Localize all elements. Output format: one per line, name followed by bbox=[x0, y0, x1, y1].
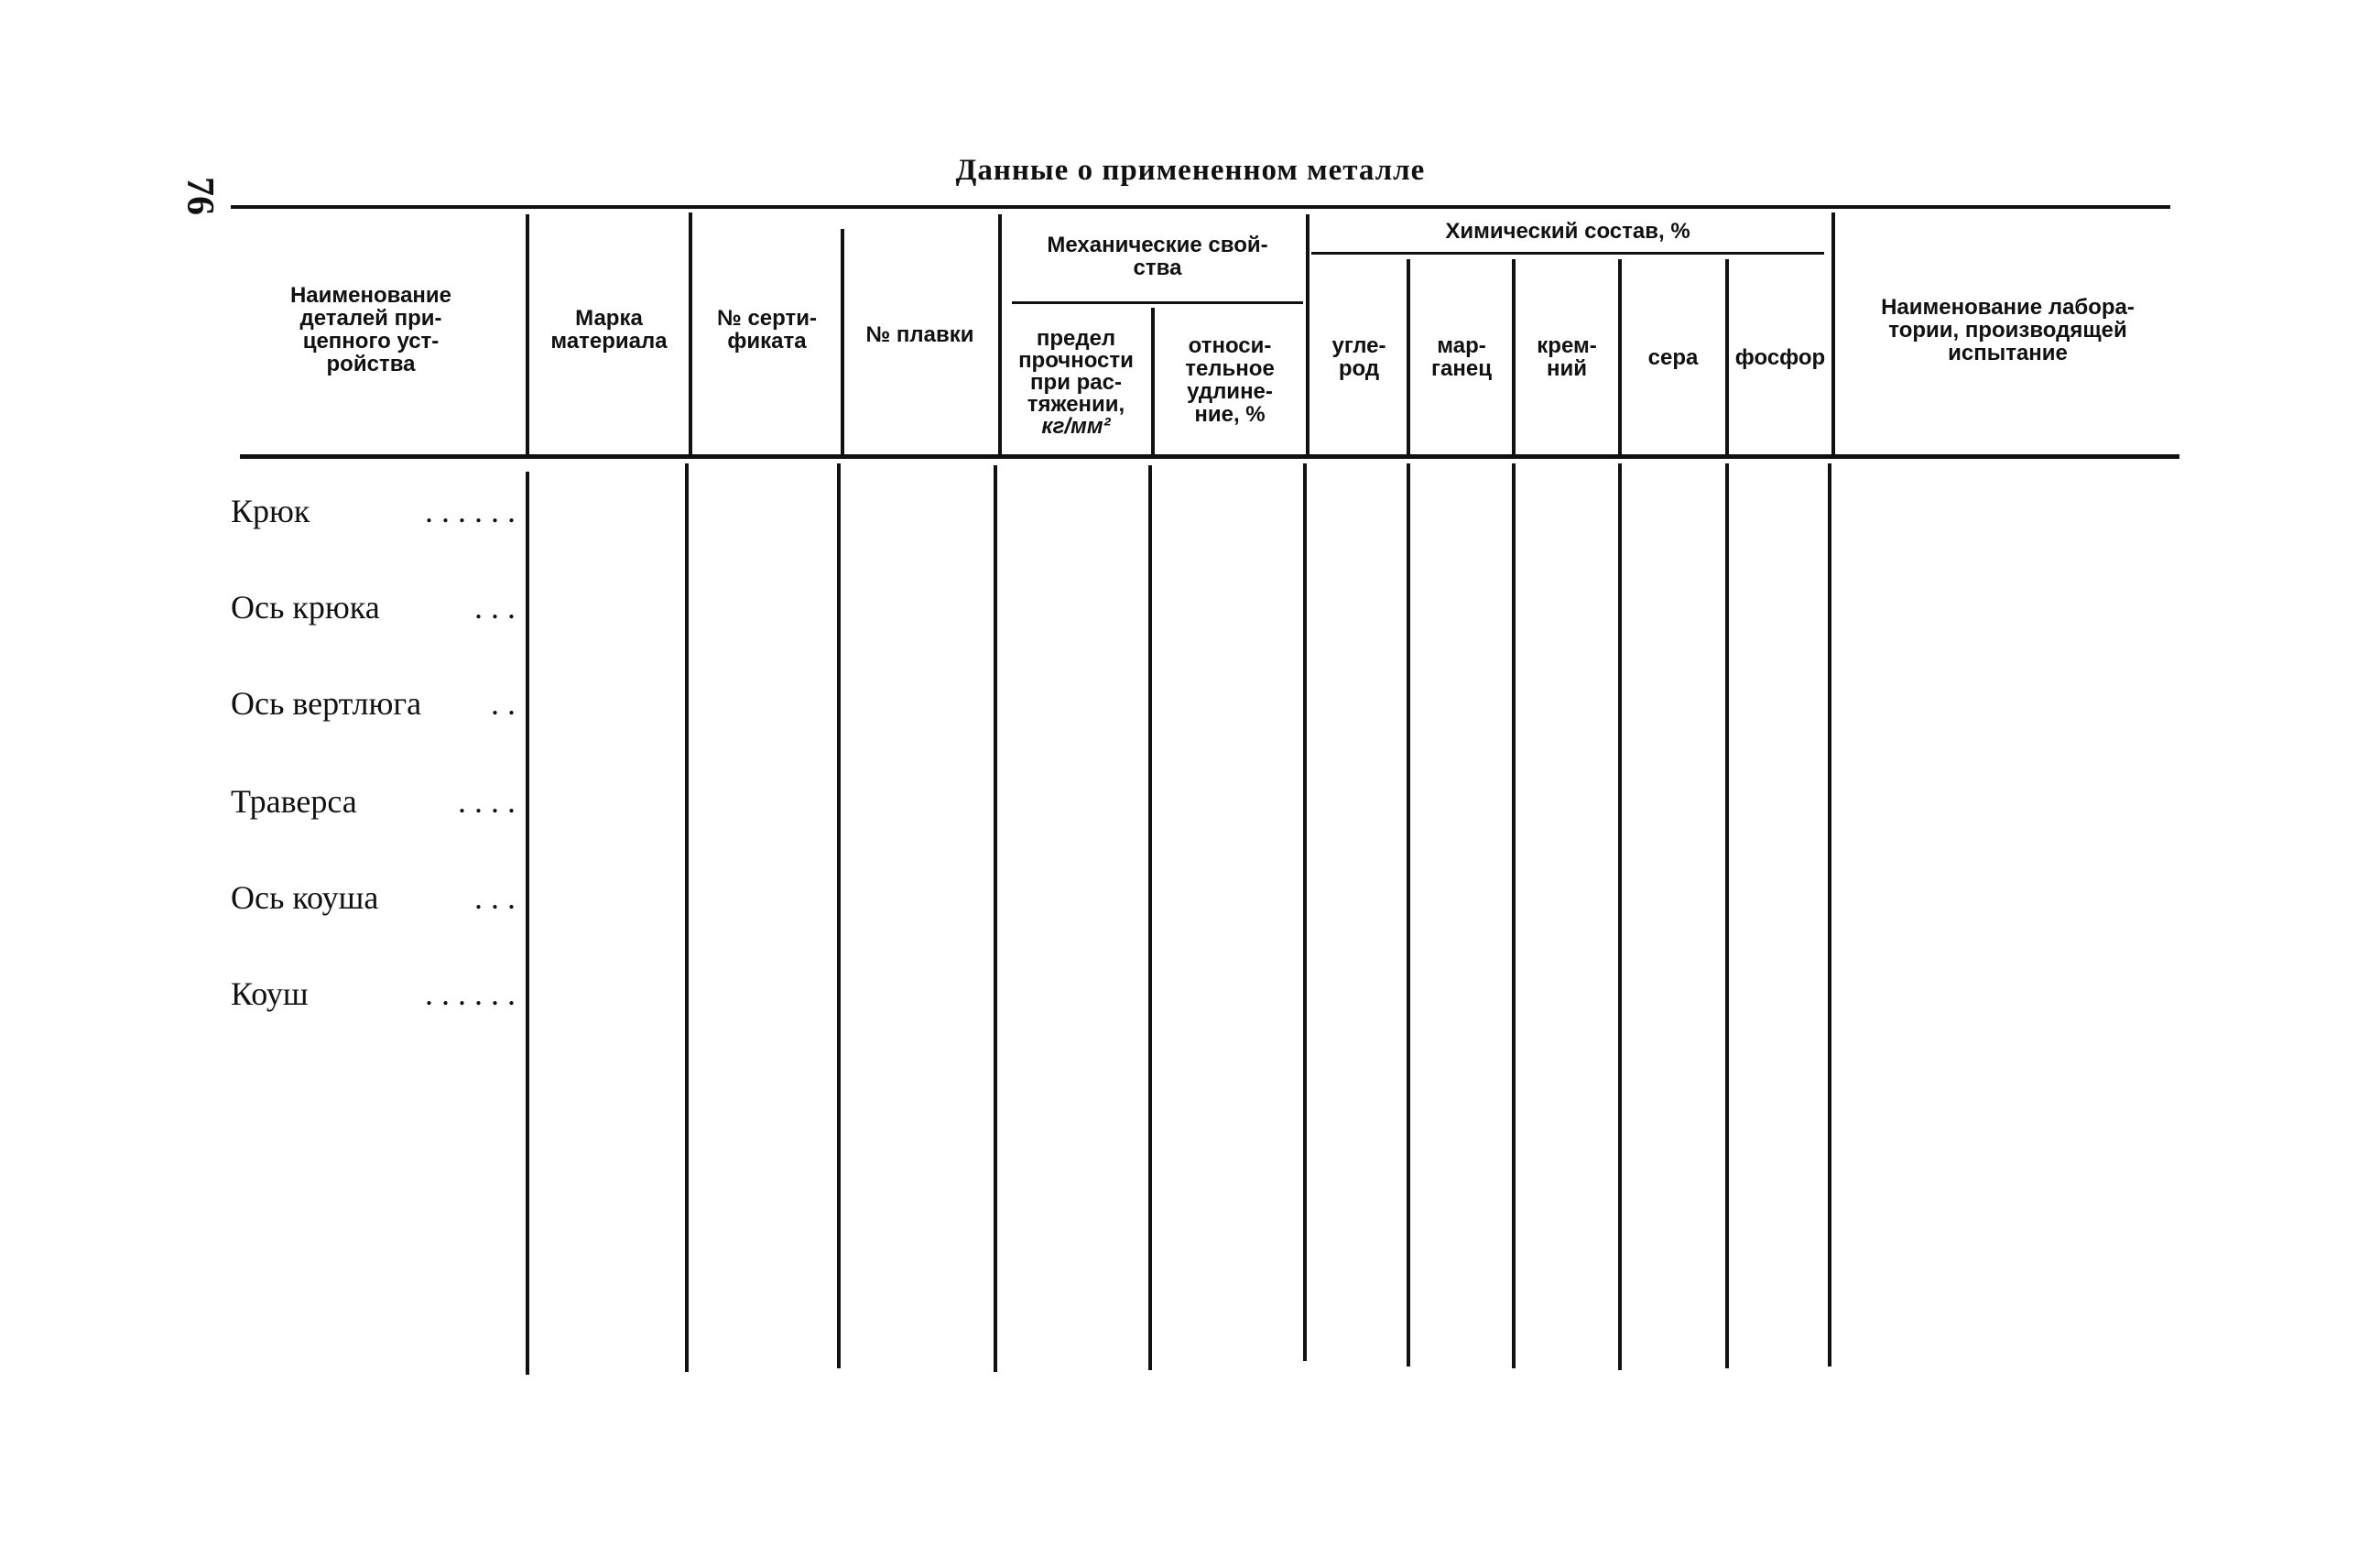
header-chemical-group: Химический состав, % bbox=[1445, 218, 1690, 244]
col-divider bbox=[1618, 463, 1622, 1370]
col-divider bbox=[1407, 463, 1410, 1366]
table-row-label bbox=[231, 778, 524, 824]
col-divider bbox=[526, 214, 529, 454]
header-manganese: мар-ганец bbox=[1431, 333, 1492, 381]
table-row-label bbox=[231, 488, 524, 534]
header-tensile-strength bbox=[1004, 316, 1148, 449]
table-top-rule bbox=[231, 205, 2170, 209]
leader-dots: ...... bbox=[425, 975, 524, 1012]
col-divider bbox=[1618, 259, 1622, 454]
leader-dots: .. bbox=[491, 685, 524, 722]
page-title: Данные о примененном металле bbox=[955, 154, 1426, 187]
header-tensile-strength-unit: кг/мм² bbox=[1041, 413, 1111, 439]
header-carbon: угле-род bbox=[1331, 333, 1386, 381]
header-part-name: Наименование деталей при-цепного уст-ройства bbox=[289, 283, 452, 376]
col-divider bbox=[689, 212, 692, 454]
col-divider bbox=[1407, 259, 1410, 454]
col-divider bbox=[994, 465, 997, 1372]
col-divider bbox=[1512, 463, 1516, 1368]
table-row-label bbox=[231, 971, 524, 1017]
header-laboratory: Наименование лабора-тории, производящей испытание bbox=[1881, 294, 2135, 365]
col-divider bbox=[1148, 465, 1152, 1370]
leader-dots: ... bbox=[474, 879, 524, 916]
mechanical-group-rule bbox=[1012, 301, 1303, 304]
col-divider bbox=[1303, 463, 1307, 1361]
row-label-text: Крюк bbox=[231, 493, 310, 529]
header-melt-no: № плавки bbox=[865, 321, 974, 347]
col-divider bbox=[1725, 259, 1729, 454]
col-divider bbox=[1831, 212, 1835, 454]
leader-dots: .... bbox=[458, 783, 524, 820]
leader-dots: ... bbox=[474, 589, 524, 626]
header-tensile-strength-label: предел прочности при рас-тяжении, bbox=[1018, 325, 1134, 417]
col-divider bbox=[1306, 214, 1310, 454]
table-row-label bbox=[231, 875, 524, 920]
col-divider bbox=[1828, 463, 1831, 1366]
col-divider bbox=[998, 214, 1002, 454]
row-label-text: Траверса bbox=[231, 783, 357, 820]
col-divider bbox=[526, 472, 529, 1375]
table-row-label bbox=[231, 584, 524, 630]
table-row-label bbox=[231, 681, 524, 726]
row-label-text: Ось коуша bbox=[231, 879, 379, 916]
col-divider bbox=[1725, 463, 1729, 1368]
header-elongation: относи-тельное удлине-ние, % bbox=[1185, 333, 1275, 427]
row-label-text: Ось вертлюга bbox=[231, 685, 422, 722]
chemical-group-rule bbox=[1311, 252, 1824, 255]
page-number: 76 bbox=[179, 177, 221, 215]
header-certificate-no: № серти-фиката bbox=[717, 306, 817, 354]
leader-dots: ...... bbox=[425, 493, 524, 529]
header-material-grade: Марка материала bbox=[550, 306, 668, 354]
row-label-text: Коуш bbox=[231, 975, 309, 1012]
col-divider bbox=[837, 463, 841, 1368]
col-divider bbox=[1151, 308, 1155, 454]
col-divider bbox=[685, 463, 689, 1372]
header-phosphorus: фосфор bbox=[1734, 344, 1826, 370]
row-label-text: Ось крюка bbox=[231, 589, 380, 626]
header-mechanical-group: Механические свой-ства bbox=[1047, 233, 1268, 280]
col-divider bbox=[1512, 259, 1516, 454]
header-silicon: крем-ний bbox=[1537, 333, 1597, 381]
header-sulfur: сера bbox=[1647, 344, 1699, 370]
table-header-bottom-rule bbox=[240, 454, 2179, 459]
